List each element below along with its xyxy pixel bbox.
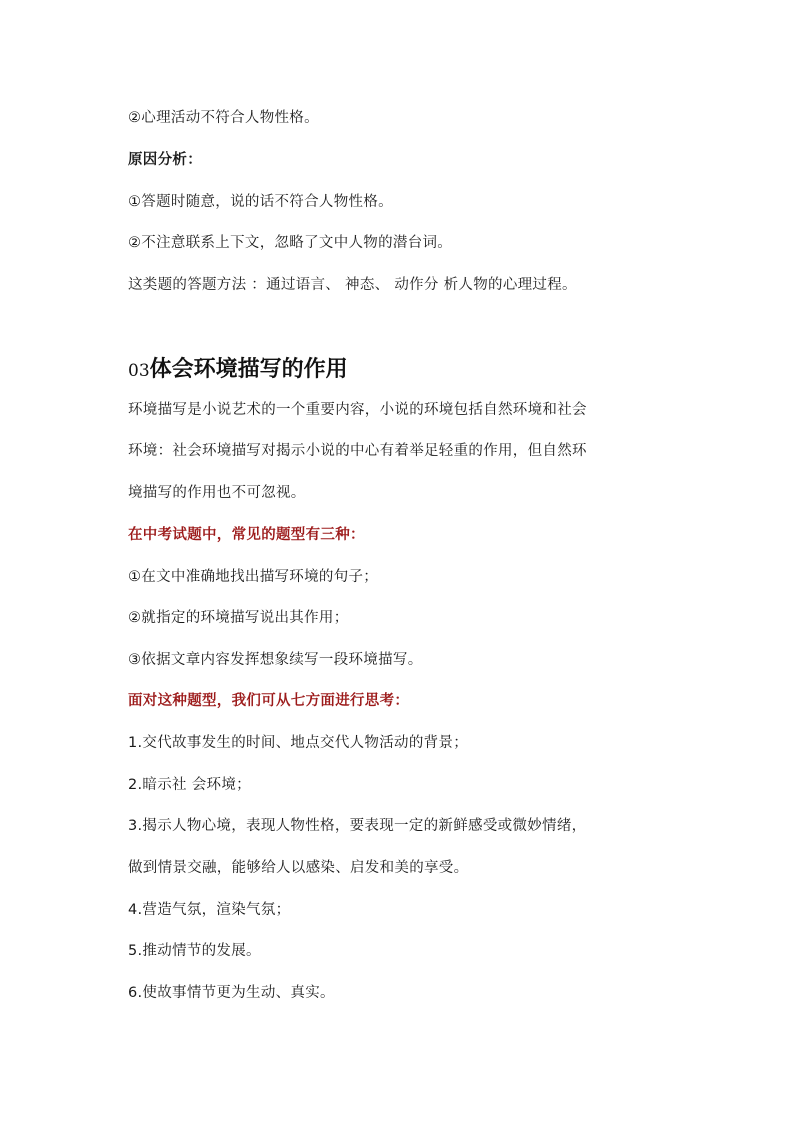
approach-3-line-1: 3.揭示人物心境，表现人物性格，要表现一定的新鲜感受或微妙情绪，: [128, 818, 587, 834]
item-psychology-mismatch: ②心理活动不符合人物性格。: [128, 110, 319, 126]
reason-item-1: ①答题时随意，说的话不符合人物性格。: [128, 194, 393, 210]
intro-paragraph-line-3: 境描写的作用也不可忽视。: [128, 485, 306, 501]
question-types-title: 在中考试题中，常见的题型有三种：: [128, 527, 365, 543]
approach-3-line-2: 做到情景交融，能够给人以感染、启发和美的享受。: [128, 860, 469, 876]
intro-paragraph-line-1: 环境描写是小说艺术的一个重要内容，小说的环境包括自然环境和社会: [128, 402, 587, 418]
approach-title: 面对这种题型，我们可从七方面进行思考：: [128, 693, 410, 709]
answer-method: 这类题的答题方法 ：通过语言、 神态、 动作分 析人物的心理过程。: [128, 277, 577, 293]
question-type-1: ①在文中准确地找出描写环境的句子；: [128, 569, 379, 585]
intro-paragraph-line-2: 环境：社会环境描写对揭示小说的中心有着举足轻重的作用，但自然环: [128, 443, 587, 459]
section-number: 03: [128, 361, 150, 381]
reason-item-2: ②不注意联系上下文，忽略了文中人物的潜台词。: [128, 235, 453, 251]
question-type-3: ③依据文章内容发挥想象续写一段环境描写。: [128, 652, 423, 668]
reason-analysis-title: 原因分析：: [128, 152, 202, 168]
section-heading: [128, 355, 348, 386]
section-title: 体会环境描写的作用: [149, 357, 348, 382]
question-type-2: ②就指定的环境描写说出其作用；: [128, 610, 349, 626]
approach-2: 2.暗示社 会环境；: [128, 777, 251, 793]
approach-1: 1.交代故事发生的时间、地点交代人物活动的背景；: [128, 735, 469, 751]
approach-5: 5.推动情节的发展。: [128, 943, 261, 959]
approach-6: 6.使故事情节更为生动、真实。: [128, 985, 335, 1001]
approach-4: 4.营造气氛，渲染气氛；: [128, 902, 291, 918]
